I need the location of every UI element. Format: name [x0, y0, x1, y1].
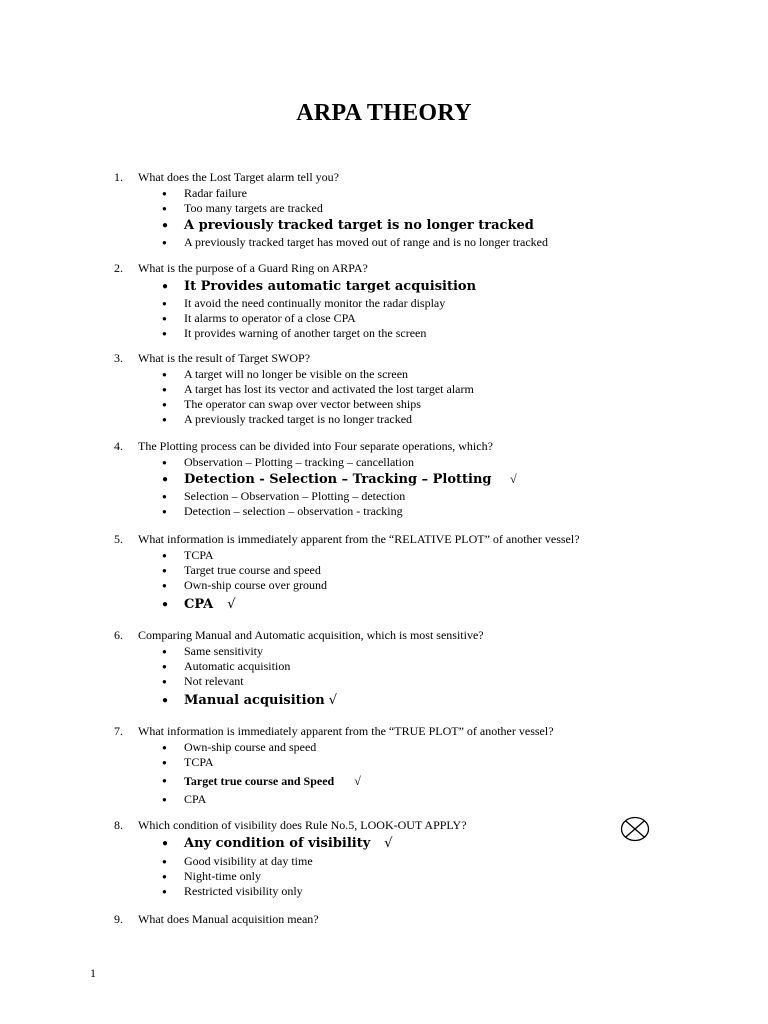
option-list — [0, 644, 768, 713]
bullet-icon: ● — [162, 776, 167, 785]
option-item-answer: ● It Provides automatic target acquisition — [162, 279, 477, 294]
option-item: ● TCPA — [162, 548, 214, 562]
bullet-icon: ● — [162, 581, 167, 590]
option-item-answer: ● CPA √ — [0, 593, 768, 617]
page-title: ARPA THEORY — [296, 100, 472, 126]
bullet-icon: ● — [162, 385, 167, 394]
bullet-icon: ● — [162, 474, 169, 485]
bullet-icon: ● — [162, 758, 167, 767]
bullet-icon: ● — [162, 189, 167, 198]
check-mark-icon: √ — [227, 597, 236, 612]
option-list — [0, 277, 768, 341]
option-item: ● The operator can swap over vector between ships — [162, 397, 421, 411]
bullet-icon: ● — [162, 677, 167, 686]
question-number: 8. — [114, 818, 123, 832]
bullet-icon: ● — [162, 795, 167, 804]
bullet-icon: ● — [162, 566, 167, 575]
check-mark-icon: √ — [354, 774, 361, 788]
option-item: ● Target true course and speed — [162, 563, 321, 577]
bullet-icon: ● — [162, 492, 167, 501]
option-item: ● Good visibility at day time — [162, 854, 313, 868]
option-item-answer: ● Detection - Selection – Tracking – Plotting √ — [162, 472, 517, 487]
question-6 — [0, 628, 768, 713]
question-3 — [0, 351, 768, 427]
option-item: ● Not relevant — [162, 674, 244, 688]
question-number: 9. — [114, 912, 123, 926]
bullet-icon: ● — [162, 662, 167, 671]
option-item: ● Night-time only — [162, 869, 261, 883]
option-item: ● Restricted visibility only — [162, 884, 303, 898]
check-mark-icon: √ — [384, 836, 393, 851]
check-mark-icon: √ — [328, 693, 338, 708]
page-number: 1 — [90, 966, 96, 980]
question-number: 2. — [114, 261, 123, 275]
option-list — [0, 186, 768, 250]
option-item: ● It provides warning of another target on the screen — [162, 326, 427, 340]
question-number: 5. — [114, 532, 123, 546]
option-item: ● Selection – Observation – Plotting – detection — [162, 489, 406, 503]
bullet-icon: ● — [162, 299, 167, 308]
option-item: ● Own-ship course over ground — [162, 578, 327, 592]
question-8 — [0, 818, 768, 899]
question-text: Comparing Manual and Automatic acquisition, which is most sensitive? — [138, 628, 484, 642]
option-list — [0, 834, 768, 899]
question-4 — [0, 439, 768, 519]
bullet-icon: ● — [162, 238, 167, 247]
option-item-answer: ● A previously tracked target is no longer tracked — [162, 218, 534, 233]
question-2 — [0, 261, 768, 341]
question-number: 7. — [114, 724, 123, 738]
option-item: ● A previously tracked target is no longer tracked — [162, 412, 413, 426]
question-9 — [0, 912, 768, 928]
bullet-icon: ● — [162, 507, 167, 516]
bullet-icon: ● — [162, 695, 169, 706]
option-item: ● Radar failure — [162, 186, 247, 200]
question-text: What is the result of Target SWOP? — [138, 351, 311, 365]
option-list — [0, 740, 768, 807]
bullet-icon: ● — [162, 599, 169, 610]
question-text: What is the purpose of a Guard Ring on ARPA? — [138, 261, 368, 275]
option-item: ● Detection – selection – observation - tracking — [162, 504, 403, 518]
option-item: ● Same sensitivity — [162, 644, 263, 658]
question-5 — [0, 532, 768, 617]
bullet-icon: ● — [162, 370, 167, 379]
question-text: Which condition of visibility does Rule No.5, LOOK-OUT APPLY? — [138, 818, 467, 832]
bullet-icon: ● — [162, 220, 169, 231]
bullet-icon: ● — [162, 647, 167, 656]
option-item: ● Own-ship course and speed — [162, 740, 317, 754]
option-list — [0, 548, 768, 617]
question-text: What information is immediately apparent from the “TRUE PLOT” of another vessel? — [138, 724, 554, 738]
question-text: What information is immediately apparent from the “RELATIVE PLOT” of another vessel? — [138, 532, 580, 546]
bullet-icon: ● — [162, 743, 167, 752]
option-item: ● Observation – Plotting – tracking – cancellation — [162, 455, 414, 469]
option-item-answer: ● Any condition of visibility √ — [0, 834, 768, 854]
bullet-icon: ● — [162, 857, 167, 866]
bullet-icon: ● — [162, 314, 167, 323]
bullet-icon: ● — [162, 887, 167, 896]
bullet-icon: ● — [162, 204, 167, 213]
option-item-answer: ● Target true course and Speed √ — [0, 770, 768, 792]
bullet-icon: ● — [162, 415, 167, 424]
bullet-icon: ● — [162, 872, 167, 881]
option-item: ● Automatic acquisition — [162, 659, 291, 673]
question-7 — [0, 724, 768, 807]
option-item: ● A previously tracked target has moved out of range and is no longer tracked — [162, 235, 549, 249]
question-1 — [0, 170, 768, 250]
option-list — [0, 455, 768, 519]
question-text: The Plotting process can be divided into Four separate operations, which? — [138, 439, 493, 453]
option-list — [0, 367, 768, 427]
question-number: 6. — [114, 628, 123, 642]
question-number: 1. — [114, 170, 123, 184]
option-item: ● CPA — [162, 792, 207, 806]
question-text: What does the Lost Target alarm tell you? — [138, 170, 339, 184]
bullet-icon: ● — [162, 400, 167, 409]
option-item: ● TCPA — [162, 755, 214, 769]
option-item: ● A target will no longer be visible on the screen — [162, 367, 409, 381]
bullet-icon: ● — [162, 551, 167, 560]
question-text: What does Manual acquisition mean? — [138, 912, 319, 926]
check-mark-icon: √ — [510, 472, 517, 486]
option-item-answer: ● Manual acquisition √ — [0, 689, 768, 713]
crossed-circle-icon — [620, 816, 650, 842]
question-number: 4. — [114, 439, 123, 453]
bullet-icon: ● — [162, 281, 169, 292]
bullet-icon: ● — [162, 458, 167, 467]
option-item: ● It alarms to operator of a close CPA — [162, 311, 356, 325]
option-item: ● It avoid the need continually monitor the radar display — [162, 296, 446, 310]
option-item: ● Too many targets are tracked — [162, 201, 323, 215]
option-item: ● A target has lost its vector and activated the lost target alarm — [162, 382, 474, 396]
bullet-icon: ● — [162, 838, 169, 849]
bullet-icon: ● — [162, 329, 167, 338]
question-number: 3. — [114, 351, 123, 365]
